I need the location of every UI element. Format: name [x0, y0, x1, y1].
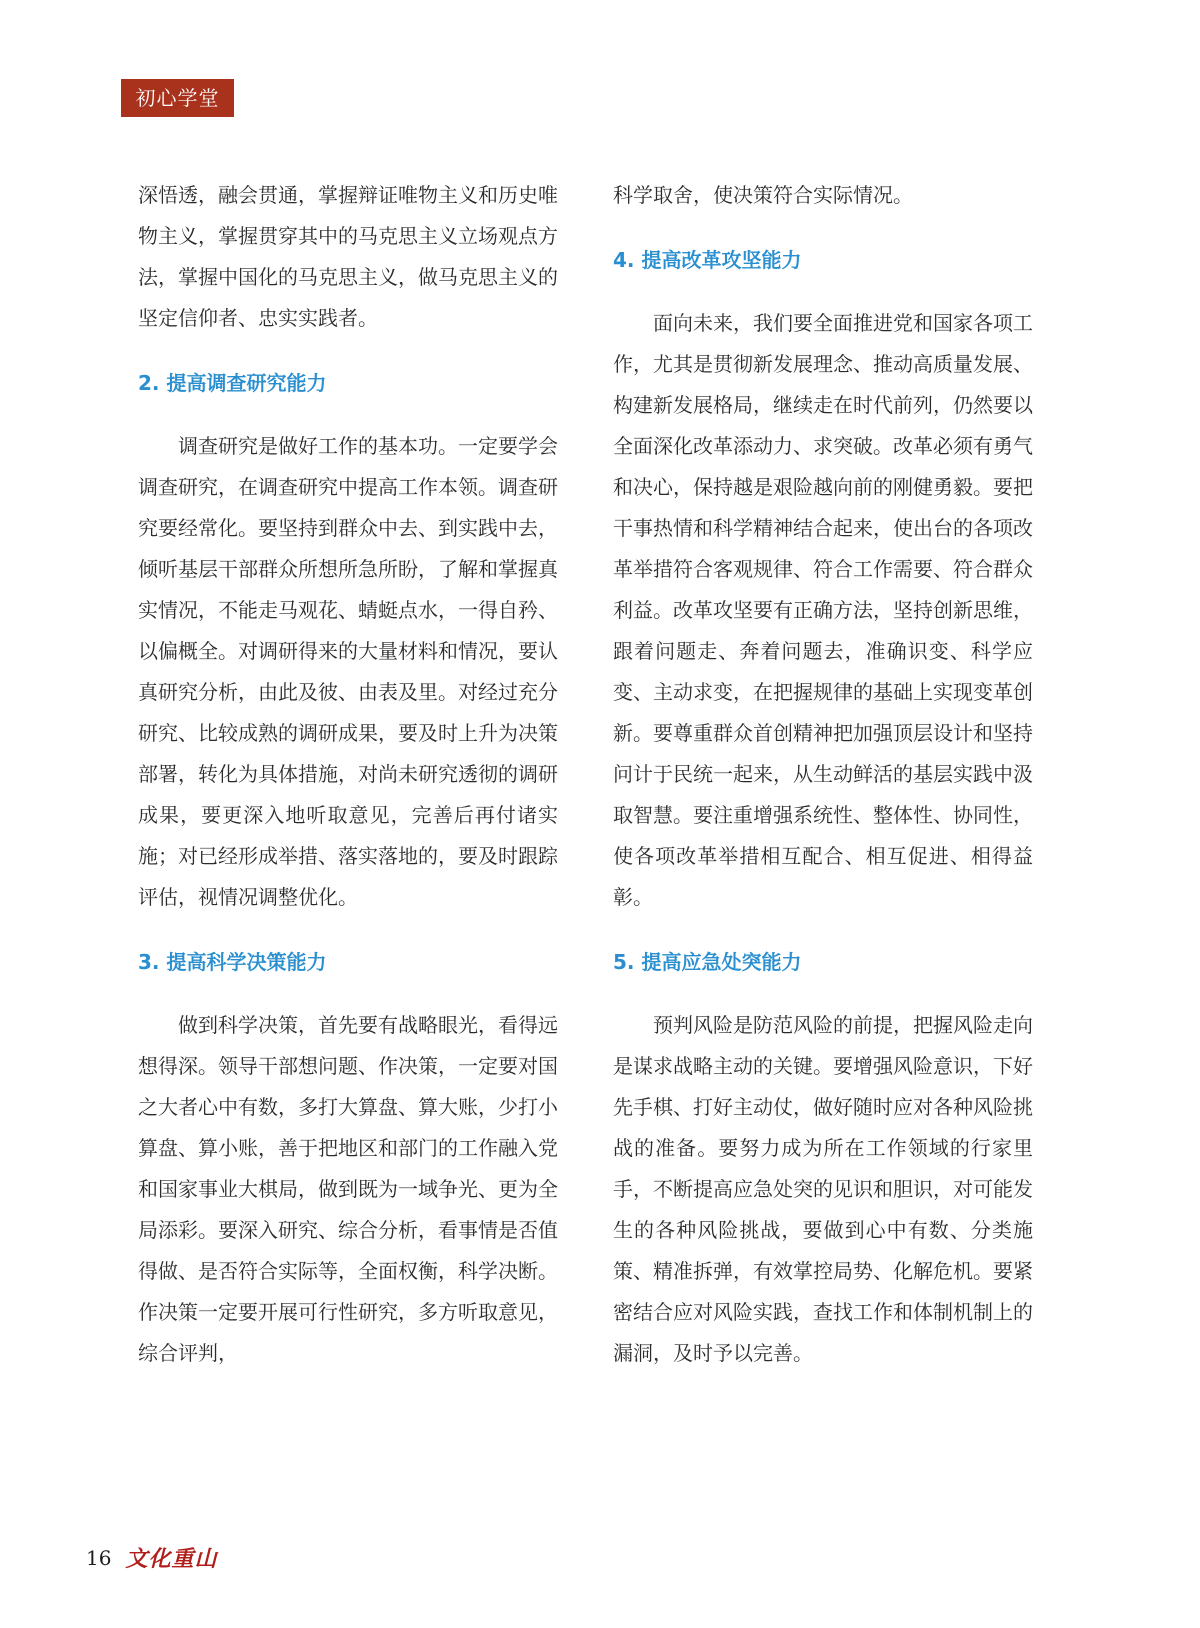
paragraph-research-ability: 调查研究是做好工作的基本功。一定要学会调查研究，在调查研究中提高工作本领。调查研究要经常化。要坚持到群众中去、到实践中去，倾听基层干部群众所想所急所盼，了解和掌握真实情况，不能走马观花、蜻蜓点水，一得自矜、以偏概全。对调研得来的大量材料和情况，要认真研究分析，由此及彼、由表及里。对经过充分研究、比较成熟的调研成果，要及时上升为决策部署，转化为具体措施，对尚未研究透彻的调研成果，要更深入地听取意见，完善后再付诸实施；对已经形成举措、落实落地的，要及时跟踪评估，视情况调整优化。: [138, 434, 558, 909]
paragraph-reform-ability: 面向未来，我们要全面推进党和国家各项工作，尤其是贯彻新发展理念、推动高质量发展、构建新发展格局，继续走在时代前列，仍然要以全面深化改革添动力、求突破。改革必须有勇气和决心，保持越是艰险越向前的刚健勇毅。要把干事热情和科学精神结合起来，使出台的各项改革举措符合客观规律、符合工作需要、符合群众利益。改革攻坚要有正确方法，坚持创新思维，跟着问题走、奔着问题去，准确识变、科学应变、主动求变，在把握规律的基础上实现变革创新。要尊重群众首创精神把加强顶层设计和坚持问计于民统一起来，从生动鲜活的基层实践中汲取智慧。要注重增强系统性、整体性、协同性，使各项改革举措相互配合、相互促进、相得益彰。: [613, 311, 1033, 909]
paragraph-continued: 深悟透，融会贯通，掌握辩证唯物主义和历史唯物主义，掌握贯穿其中的马克思主义立场观点方法，掌握中国化的马克思主义，做马克思主义的坚定信仰者、忠实实践者。: [138, 183, 558, 330]
heading-research-ability: 2. 提高调查研究能力: [138, 371, 327, 395]
paragraph-decision-ability: 做到科学决策，首先要有战略眼光，看得远想得深。领导干部想问题、作决策，一定要对国之大者心中有数，多打大算盘、算大账，少打小算盘、算小账，善于把地区和部门的工作融入党和国家事业大棋局，做到既为一域争光、更为全局添彩。要深入研究、综合分析，看事情是否值得做、是否符合实际等，全面权衡，科学决断。作决策一定要开展可行性研究，多方听取意见，综合评判，: [138, 1013, 558, 1365]
magazine-logo: 文化重山: [125, 1546, 218, 1572]
page-footer: [86, 1542, 217, 1573]
paragraph-decision-continued: 科学取舍，使决策符合实际情况。: [613, 183, 913, 207]
right-column: [613, 175, 1033, 1374]
left-column: [138, 175, 558, 1374]
section-tag: 初心学堂: [121, 79, 234, 117]
page-number: 16: [86, 1545, 112, 1570]
paragraph-emergency-ability: 预判风险是防范风险的前提，把握风险走向是谋求战略主动的关键。要增强风险意识，下好先手棋、打好主动仗，做好随时应对各种风险挑战的准备。要努力成为所在工作领域的行家里手，不断提高应急处突的见识和胆识，对可能发生的各种风险挑战，要做到心中有数、分类施策、精准拆弹，有效掌控局势、化解危机。要紧密结合应对风险实践，查找工作和体制机制上的漏洞，及时予以完善。: [613, 1013, 1033, 1365]
heading-emergency-ability: 5. 提高应急处突能力: [613, 950, 802, 974]
heading-decision-ability: 3. 提高科学决策能力: [138, 950, 327, 974]
heading-reform-ability: 4. 提高改革攻坚能力: [613, 248, 802, 272]
